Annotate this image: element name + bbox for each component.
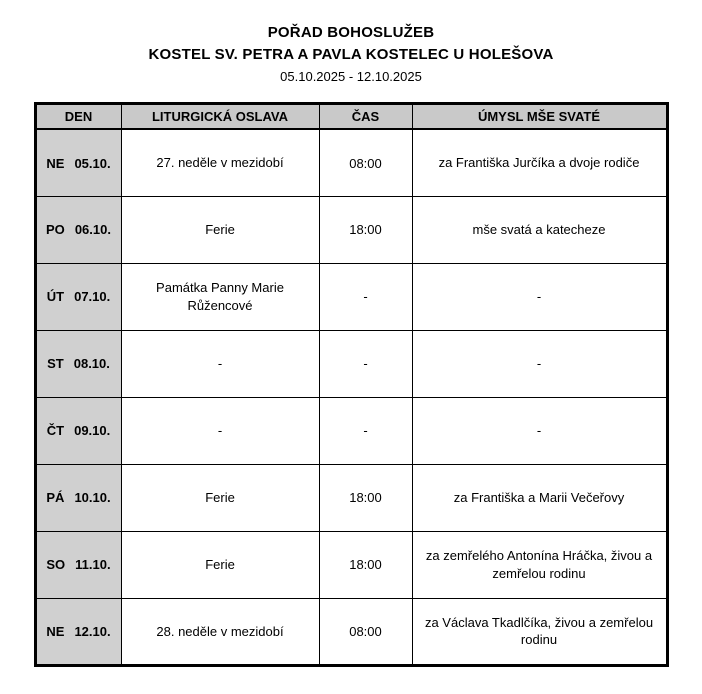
day-cell — [35, 598, 121, 665]
celebration-cell: 27. neděle v mezidobí — [121, 129, 319, 196]
day-abbr: SO — [46, 557, 66, 573]
time-cell: - — [319, 397, 412, 464]
day-abbr: PÁ — [46, 490, 65, 506]
table-row — [35, 464, 667, 531]
intention-cell: - — [412, 330, 667, 397]
time-cell: - — [319, 330, 412, 397]
page-title: POŘAD BOHOSLUŽEB — [267, 24, 435, 41]
church-name: KOSTEL SV. PETRA A PAVLA KOSTELEC U HOLEŠOVA — [148, 45, 554, 63]
day-abbr: NE — [46, 155, 65, 171]
table-row — [35, 196, 667, 263]
intention-cell: - — [412, 263, 667, 330]
intention-cell: za Václava Tkadlčíka, živou a zemřelou rodinu — [412, 598, 667, 665]
celebration-cell: - — [121, 397, 319, 464]
celebration-cell: Ferie — [121, 464, 319, 531]
day-date: 12.10. — [74, 623, 111, 639]
day-date: 06.10. — [74, 222, 111, 238]
day-abbr: PO — [46, 222, 65, 238]
table-row — [35, 330, 667, 397]
title-block — [0, 22, 702, 86]
day-abbr: NE — [46, 623, 65, 639]
table-row — [35, 263, 667, 330]
column-header-liturgicka-oslava: LITURGICKÁ OSLAVA — [121, 104, 319, 130]
time-cell: 08:00 — [319, 129, 412, 196]
day-date: 09.10. — [74, 423, 111, 439]
intention-cell: za zemřelého Antonína Hráčka, živou a zemřelou rodinu — [412, 531, 667, 598]
day-cell — [35, 464, 121, 531]
table-row — [35, 129, 667, 196]
day-cell — [35, 330, 121, 397]
day-abbr: ČT — [46, 423, 65, 439]
time-cell: - — [319, 263, 412, 330]
day-date: 07.10. — [74, 289, 111, 305]
column-header-cas: ČAS — [319, 104, 412, 130]
intention-cell: za Františka a Marii Večeřovy — [412, 464, 667, 531]
celebration-cell: 28. neděle v mezidobí — [121, 598, 319, 665]
intention-cell: za Františka Jurčíka a dvoje rodiče — [412, 129, 667, 196]
column-header-den: DEN — [35, 104, 121, 130]
day-abbr: ÚT — [46, 289, 65, 305]
table-header-row — [35, 104, 667, 130]
day-date: 10.10. — [74, 490, 111, 506]
day-cell — [35, 263, 121, 330]
celebration-cell: - — [121, 330, 319, 397]
time-cell: 18:00 — [319, 464, 412, 531]
celebration-cell: Ferie — [121, 196, 319, 263]
date-range: 05.10.2025 - 12.10.2025 — [280, 68, 422, 84]
day-cell — [35, 397, 121, 464]
celebration-cell: Ferie — [121, 531, 319, 598]
table-row — [35, 531, 667, 598]
intention-cell: mše svatá a katecheze — [412, 196, 667, 263]
table-row — [35, 598, 667, 665]
day-cell — [35, 531, 121, 598]
day-date: 05.10. — [74, 155, 111, 171]
day-date: 11.10. — [75, 557, 111, 573]
table-row — [35, 397, 667, 464]
day-cell — [35, 129, 121, 196]
day-abbr: ST — [47, 356, 64, 372]
day-date: 08.10. — [73, 356, 110, 372]
day-cell — [35, 196, 121, 263]
time-cell: 18:00 — [319, 196, 412, 263]
intention-cell: - — [412, 397, 667, 464]
column-header-umysl-mse-svate: ÚMYSL MŠE SVATÉ — [412, 104, 667, 130]
time-cell: 18:00 — [319, 531, 412, 598]
time-cell: 08:00 — [319, 598, 412, 665]
celebration-cell: Památka Panny Marie Růžencové — [121, 263, 319, 330]
schedule-table — [34, 102, 669, 667]
